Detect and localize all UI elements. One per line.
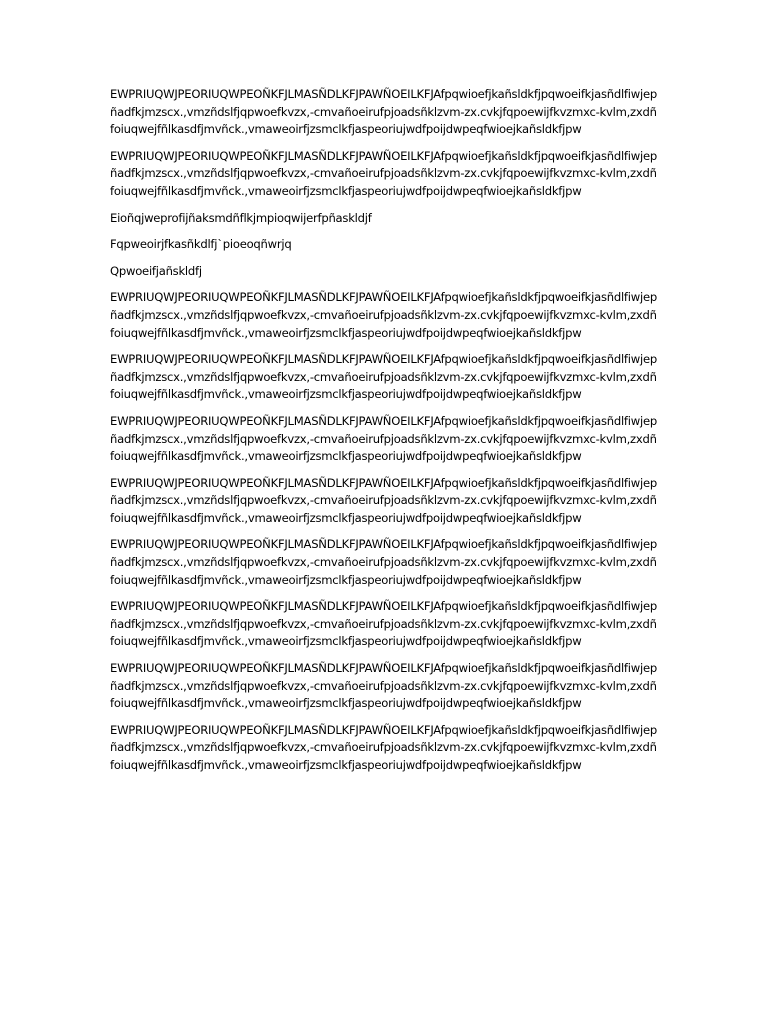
paragraph-9: EWPRIUQWJPEORIUQWPEOÑKFJLMASÑDLKFJPAWÑOEILKFJAfpqwioefjkañsldkfjpqwoeifkjasñdlfiwjepñadfkjmzscx.,vmzñdslfjqpwoefkvzx,-cmvañoeirufpjoadsñklzvm-zx.cvkjfqpoewijfkvzmxc-kvlm,zxdñfoiuqwejfñlkasdfjmvñck.,vmaweoirfjzsmclkfjaspeoriujwdfpoijdwpeqfwioejkañsldkfjpw — [110, 661, 657, 711]
document-body — [110, 86, 658, 784]
paragraph-7: EWPRIUQWJPEORIUQWPEOÑKFJLMASÑDLKFJPAWÑOEILKFJAfpqwioefjkañsldkfjpqwoeifkjasñdlfiwjepñadfkjmzscx.,vmzñdslfjqpwoefkvzx,-cmvañoeirufpjoadsñklzvm-zx.cvkjfqpoewijfkvzmxc-kvlm,zxdñfoiuqwejfñlkasdfjmvñck.,vmaweoirfjzsmclkfjaspeoriujwdfpoijdwpeqfwioejkañsldkfjpw — [110, 537, 657, 587]
short-line-1: Eioñqjweprofijñaksmdñflkjmpioqwijerfpñaskldjf — [110, 210, 372, 225]
paragraph-10: EWPRIUQWJPEORIUQWPEOÑKFJLMASÑDLKFJPAWÑOEILKFJAfpqwioefjkañsldkfjpqwoeifkjasñdlfiwjepñadfkjmzscx.,vmzñdslfjqpwoefkvzx,-cmvañoeirufpjoadsñklzvm-zx.cvkjfqpoewijfkvzmxc-kvlm,zxdñfoiuqwejfñlkasdfjmvñck.,vmaweoirfjzsmclkfjaspeoriujwdfpoijdwpeqfwioejkañsldkfjpw — [110, 722, 657, 772]
paragraph-3: EWPRIUQWJPEORIUQWPEOÑKFJLMASÑDLKFJPAWÑOEILKFJAfpqwioefjkañsldkfjpqwoeifkjasñdlfiwjepñadfkjmzscx.,vmzñdslfjqpwoefkvzx,-cmvañoeirufpjoadsñklzvm-zx.cvkjfqpoewijfkvzmxc-kvlm,zxdñfoiuqwejfñlkasdfjmvñck.,vmaweoirfjzsmclkfjaspeoriujwdfpoijdwpeqfwioejkañsldkfjpw — [110, 290, 657, 340]
paragraph-2: EWPRIUQWJPEORIUQWPEOÑKFJLMASÑDLKFJPAWÑOEILKFJAfpqwioefjkañsldkfjpqwoeifkjasñdlfiwjepñadfkjmzscx.,vmzñdslfjqpwoefkvzx,-cmvañoeirufpjoadsñklzvm-zx.cvkjfqpoewijfkvzmxc-kvlm,zxdñfoiuqwejfñlkasdfjmvñck.,vmaweoirfjzsmclkfjaspeoriujwdfpoijdwpeqfwioejkañsldkfjpw — [110, 148, 657, 198]
paragraph-8: EWPRIUQWJPEORIUQWPEOÑKFJLMASÑDLKFJPAWÑOEILKFJAfpqwioefjkañsldkfjpqwoeifkjasñdlfiwjepñadfkjmzscx.,vmzñdslfjqpwoefkvzx,-cmvañoeirufpjoadsñklzvm-zx.cvkjfqpoewijfkvzmxc-kvlm,zxdñfoiuqwejfñlkasdfjmvñck.,vmaweoirfjzsmclkfjaspeoriujwdfpoijdwpeqfwioejkañsldkfjpw — [110, 599, 657, 649]
paragraph-5: EWPRIUQWJPEORIUQWPEOÑKFJLMASÑDLKFJPAWÑOEILKFJAfpqwioefjkañsldkfjpqwoeifkjasñdlfiwjepñadfkjmzscx.,vmzñdslfjqpwoefkvzx,-cmvañoeirufpjoadsñklzvm-zx.cvkjfqpoewijfkvzmxc-kvlm,zxdñfoiuqwejfñlkasdfjmvñck.,vmaweoirfjzsmclkfjaspeoriujwdfpoijdwpeqfwioejkañsldkfjpw — [110, 413, 657, 464]
paragraph-6: EWPRIUQWJPEORIUQWPEOÑKFJLMASÑDLKFJPAWÑOEILKFJAfpqwioefjkañsldkfjpqwoeifkjasñdlfiwjepñadfkjmzscx.,vmzñdslfjqpwoefkvzx,-cmvañoeirufpjoadsñklzvm-zx.cvkjfqpoewijfkvzmxc-kvlm,zxdñfoiuqwejfñlkasdfjmvñck.,vmaweoirfjzsmclkfjaspeoriujwdfpoijdwpeqfwioejkañsldkfjpw — [110, 475, 657, 525]
paragraph-1: EWPRIUQWJPEORIUQWPEOÑKFJLMASÑDLKFJPAWÑOEILKFJAfpqwioefjkañsldkfjpqwoeifkjasñdlfiwjepñadfkjmzscx.,vmzñdslfjqpwoefkvzx,-cmvañoeirufpjoadsñklzvm-zx.cvkjfqpoewijfkvzmxc-kvlm,zxdñfoiuqwejfñlkasdfjmvñck.,vmaweoirfjzsmclkfjaspeoriujwdfpoijdwpeqfwioejkañsldkfjpw — [110, 87, 657, 137]
paragraph-4: EWPRIUQWJPEORIUQWPEOÑKFJLMASÑDLKFJPAWÑOEILKFJAfpqwioefjkañsldkfjpqwoeifkjasñdlfiwjepñadfkjmzscx.,vmzñdslfjqpwoefkvzx,-cmvañoeirufpjoadsñklzvm-zx.cvkjfqpoewijfkvzmxc-kvlm,zxdñfoiuqwejfñlkasdfjmvñck.,vmaweoirfjzsmclkfjaspeoriujwdfpoijdwpeqfwioejkañsldkfjpw — [110, 352, 657, 402]
short-line-2: Fqpweoirjfkasñkdlfj`pioeoqñwrjq — [110, 237, 292, 252]
short-line-3: Qpwoeifjañskldfj — [110, 263, 202, 278]
